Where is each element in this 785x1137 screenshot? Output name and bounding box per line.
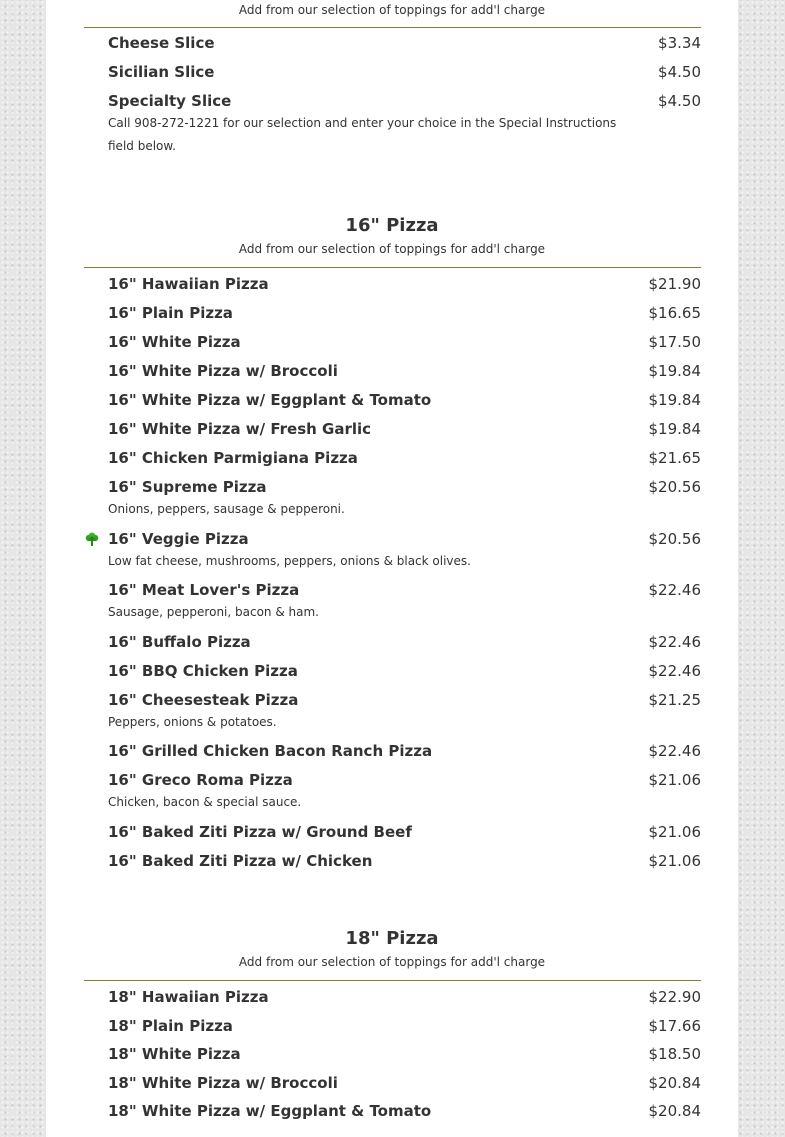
menu-item[interactable] (108, 274, 701, 303)
menu-item[interactable] (108, 529, 701, 580)
menu-item[interactable] (108, 448, 701, 477)
menu-item[interactable] (108, 1073, 701, 1102)
item-price: $19.84 (648, 362, 701, 380)
item-name[interactable]: 16" BBQ Chicken Pizza (108, 662, 298, 680)
item-price: $4.50 (658, 63, 701, 81)
item-price: $19.84 (648, 420, 701, 438)
menu-item[interactable] (108, 419, 701, 448)
item-name[interactable]: 16" Grilled Chicken Bacon Ranch Pizza (108, 742, 433, 760)
menu-item[interactable] (108, 1044, 701, 1073)
menu-item[interactable] (108, 987, 701, 1016)
broccoli-icon (84, 532, 100, 548)
menu-page (46, 0, 738, 1137)
menu-item[interactable] (108, 770, 701, 822)
item-name[interactable]: 18" White Pizza w/ Broccoli (108, 1073, 338, 1092)
item-name[interactable]: 16" Hawaiian Pizza (108, 275, 269, 293)
menu-item-list (108, 987, 701, 1130)
item-price: $20.84 (648, 1073, 701, 1092)
menu-item[interactable] (108, 33, 701, 62)
item-name[interactable]: 16" White Pizza w/ Fresh Garlic (108, 420, 372, 438)
item-price: $17.50 (648, 333, 701, 351)
section-title: 16" Pizza (345, 215, 439, 236)
item-name[interactable]: 16" Greco Roma Pizza (108, 771, 293, 789)
item-name[interactable]: 16" Cheesesteak Pizza (108, 691, 299, 709)
item-name[interactable]: 18" White Pizza w/ Eggplant & Tomato (108, 1102, 432, 1121)
menu-item[interactable] (108, 632, 701, 661)
menu-item[interactable] (108, 1101, 701, 1130)
item-name[interactable]: 16" Veggie Pizza (108, 530, 249, 548)
section-subtitle: Add from our selection of toppings for add'l charge (238, 3, 546, 17)
item-price: $22.46 (648, 662, 701, 680)
item-price: $18.50 (648, 1045, 701, 1064)
item-price: $22.46 (648, 581, 701, 599)
section-divider (84, 27, 701, 28)
item-price: $20.84 (648, 1102, 701, 1121)
item-price: $21.65 (648, 449, 701, 467)
menu-item[interactable] (108, 1016, 701, 1045)
item-price: $16.65 (648, 304, 701, 322)
item-name[interactable]: 16" Meat Lover's Pizza (108, 581, 300, 599)
section-title: 18" Pizza (345, 928, 439, 949)
item-price: $20.56 (648, 530, 701, 548)
item-price: $22.46 (648, 742, 701, 760)
item-description: Chicken, bacon & special sauce. (108, 795, 302, 809)
item-price: $3.34 (658, 34, 701, 52)
menu-item[interactable] (108, 580, 701, 632)
item-price: $20.56 (648, 478, 701, 496)
pizza-16-section (46, 215, 738, 880)
item-name[interactable]: 16" White Pizza w/ Eggplant & Tomato (108, 391, 432, 409)
item-price: $21.06 (648, 823, 701, 841)
item-name[interactable]: 16" Plain Pizza (108, 304, 233, 322)
item-name[interactable]: 18" Hawaiian Pizza (108, 988, 269, 1006)
section-divider (84, 980, 701, 981)
item-name[interactable]: 16" Buffalo Pizza (108, 633, 251, 651)
item-description: Call 908-272-1221 for our selection and enter your choice in the Special Instructions field below. (108, 116, 617, 153)
item-name[interactable]: 16" Baked Ziti Pizza w/ Chicken (108, 852, 373, 870)
menu-item-list (108, 33, 701, 158)
item-name[interactable]: 16" White Pizza w/ Broccoli (108, 362, 338, 380)
slices-section (46, 2, 738, 158)
item-price: $21.25 (648, 691, 701, 709)
item-price: $19.84 (648, 391, 701, 409)
item-price: $22.46 (648, 633, 701, 651)
item-name[interactable]: 16" Baked Ziti Pizza w/ Ground Beef (108, 823, 412, 841)
item-description: Peppers, onions & potatoes. (108, 715, 277, 729)
item-price: $21.06 (648, 852, 701, 870)
item-name[interactable]: 16" White Pizza (108, 333, 241, 351)
item-name[interactable]: 16" Supreme Pizza (108, 478, 267, 496)
pizza-18-section (46, 928, 738, 1130)
item-price: $17.66 (648, 1016, 701, 1035)
item-name[interactable]: 18" Plain Pizza (108, 1016, 233, 1035)
menu-item[interactable] (108, 62, 701, 91)
item-price: $22.90 (648, 988, 701, 1006)
menu-item[interactable] (108, 91, 701, 158)
item-description: Sausage, pepperoni, bacon & ham. (108, 605, 319, 619)
menu-item[interactable] (108, 390, 701, 419)
menu-item[interactable] (108, 477, 701, 529)
menu-item-list (108, 274, 701, 880)
menu-item[interactable] (108, 741, 701, 770)
menu-item[interactable] (108, 822, 701, 851)
section-subtitle: Add from our selection of toppings for add'l charge (238, 242, 546, 256)
menu-item[interactable] (108, 690, 701, 741)
item-price: $21.06 (648, 771, 701, 789)
section-divider (84, 267, 701, 268)
item-description: Onions, peppers, sausage & pepperoni. (108, 502, 345, 516)
item-name[interactable]: Sicilian Slice (108, 63, 215, 81)
menu-item[interactable] (108, 851, 701, 880)
section-subtitle: Add from our selection of toppings for add'l charge (238, 955, 546, 969)
menu-item[interactable] (108, 303, 701, 332)
item-name[interactable]: 16" Chicken Parmigiana Pizza (108, 449, 358, 467)
item-price: $4.50 (658, 92, 701, 110)
item-price: $21.90 (648, 275, 701, 293)
item-name[interactable]: Cheese Slice (108, 34, 215, 52)
item-description: Low fat cheese, mushrooms, peppers, onions & black olives. (108, 554, 471, 568)
menu-item[interactable] (108, 332, 701, 361)
item-name[interactable]: Specialty Slice (108, 92, 232, 110)
menu-item[interactable] (108, 361, 701, 390)
menu-item[interactable] (108, 661, 701, 690)
item-name[interactable]: 18" White Pizza (108, 1045, 241, 1064)
